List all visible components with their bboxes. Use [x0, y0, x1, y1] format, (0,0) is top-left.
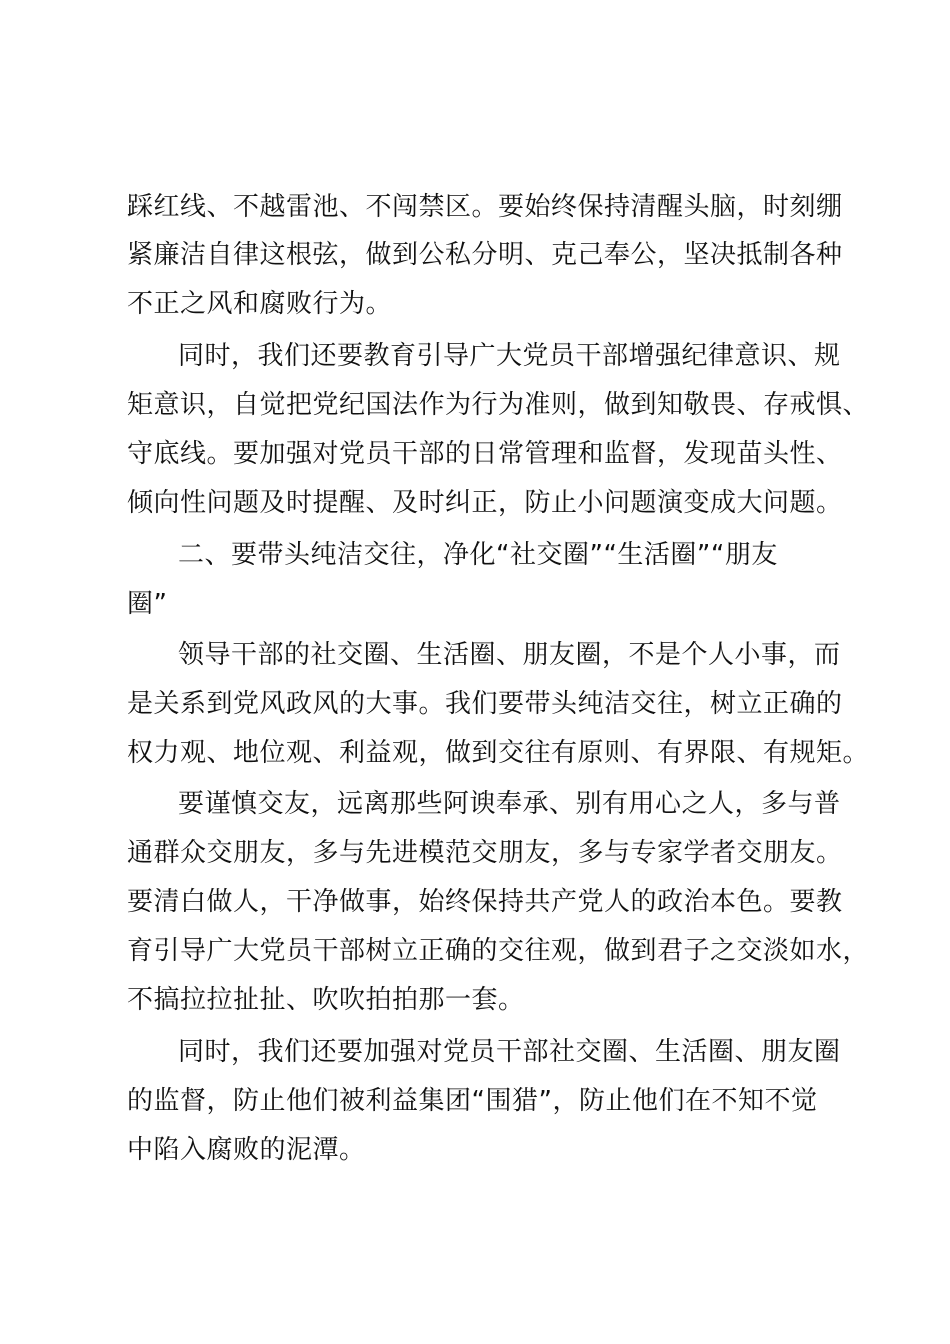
text-line: 通群众交朋友，多与先进模范交朋友，多与专家学者交朋友。	[127, 838, 843, 868]
section-heading-continued: 圈”	[127, 589, 168, 619]
text-line: 育引导广大党员干部树立正确的交往观，做到君子之交淡如水，	[127, 936, 870, 966]
text-line: 要清白做人，干净做事，始终保持共产党人的政治本色。要教	[127, 887, 843, 917]
text-line: 中陷入腐败的泥潭。	[127, 1135, 366, 1165]
text-line: 倾向性问题及时提醒、及时纠正，防止小问题演变成大问题。	[127, 488, 843, 518]
paragraph-first-line: 同时，我们还要教育引导广大党员干部增强纪律意识、规	[178, 341, 841, 371]
text-line: 矩意识，自觉把党纪国法作为行为准则，做到知敬畏、存戒惧、	[127, 390, 870, 420]
text-line: 紧廉洁自律这根弦，做到公私分明、克己奉公，坚决抵制各种	[127, 240, 843, 270]
text-line: 的监督，防止他们被利益集团“围猎”，防止他们在不知不觉	[127, 1086, 818, 1116]
text-line: 踩红线、不越雷池、不闯禁区。要始终保持清醒头脑，时刻绷	[127, 192, 843, 222]
text-line: 不搞拉拉扯扯、吹吹拍拍那一套。	[127, 985, 525, 1015]
text-line: 守底线。要加强对党员干部的日常管理和监督，发现苗头性、	[127, 439, 843, 469]
text-line: 权力观、地位观、利益观，做到交往有原则、有界限、有规矩。	[127, 738, 870, 768]
text-line: 不正之风和腐败行为。	[127, 289, 393, 319]
paragraph-first-line: 领导干部的社交圈、生活圈、朋友圈，不是个人小事，而	[178, 640, 841, 670]
section-heading: 二、要带头纯洁交往，净化“社交圈”“生活圈”“朋友	[178, 540, 778, 570]
paragraph-first-line: 要谨慎交友，远离那些阿谀奉承、别有用心之人，多与普	[178, 789, 841, 819]
paragraph-first-line: 同时，我们还要加强对党员干部社交圈、生活圈、朋友圈	[178, 1037, 841, 1067]
text-line: 是关系到党风政风的大事。我们要带头纯洁交往，树立正确的	[127, 689, 843, 719]
